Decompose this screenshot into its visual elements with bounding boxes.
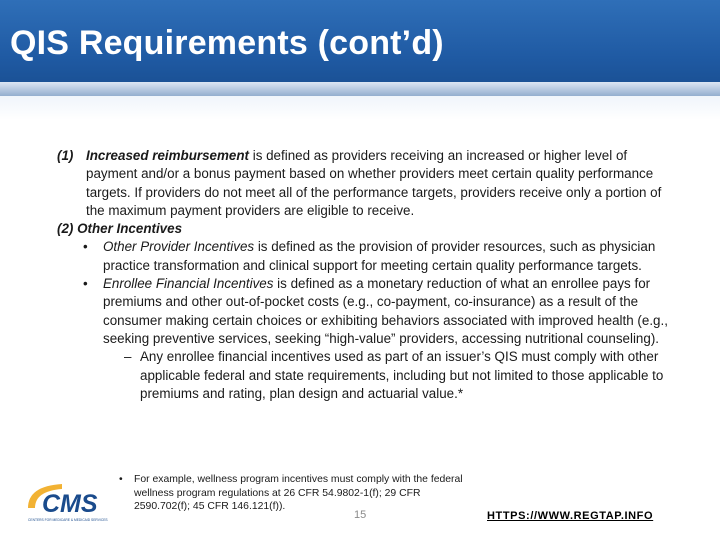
page-title: QIS Requirements (cont’d) [10,24,444,62]
bullet-enrollee-incentives [83,275,677,348]
header-gradient [0,82,720,120]
logo-subtext: CENTERS FOR MEDICARE & MEDICAID SERVICES [28,518,108,522]
term-enrollee-incentives: Enrollee Financial Incentives [103,276,274,292]
regtap-link[interactable]: HTTPS://WWW.REGTAP.INFO [487,510,654,522]
definition-text: is defined as a monetary reduction of what an enrollee pays for premiums and other out-of-pocket costs (e.g., co-payment, co-insurance) as a result of the consumer making certain choices or exhibiting behaviors associated with improved health (e.g., seeking preventive services, seeking “high-value” providers, accessing nutritional counseling). [103,276,668,346]
sub-bullet-compliance [124,348,677,403]
definition-text: is defined as the provision of provider resources, such as physician practice transformation and clinical support for meeting certain quality performance targets. [103,239,656,273]
term-provider-incentives: Other Provider Incentives [103,239,255,255]
bullet-mark: • [119,474,123,485]
compliance-text: Any enrollee financial incentives used as part of an issuer’s QIS must comply with other applicable federal and state requirements, including but not limited to those applicable to premiums and rating, plan design and actuarial value.* [140,349,664,401]
logo-wordmark: CMS [42,490,98,518]
bullet-provider-incentives [83,238,677,275]
page-number: 15 [354,509,367,521]
footnote [119,473,479,514]
term-increased-reimbursement: Increased reimbursement [86,148,249,163]
body-content [57,147,677,403]
item-increased-reimbursement [57,147,677,220]
bullet-mark: • [83,239,88,255]
dash-mark: – [124,349,132,365]
heading-other-incentives: (2) Other Incentives [57,221,183,237]
cms-logo [22,478,122,524]
definition-text: is defined as providers receiving an increased or higher level of payment and/or a bonus payment based on whether providers meet certain quality performance targets. If providers do not meet all of the performance targets, providers receive only a portion of the maximum payment providers are eligible to receive. [86,148,662,218]
item-number: (1) [57,148,74,163]
footnote-text: For example, wellness program incentives must comply with the federal wellness program regulations at 26 CFR 54.9802-1(f); 29 CFR 2590.702(f); 45 CFR 146.121(f)). [134,474,463,513]
bullet-mark: • [83,276,88,292]
